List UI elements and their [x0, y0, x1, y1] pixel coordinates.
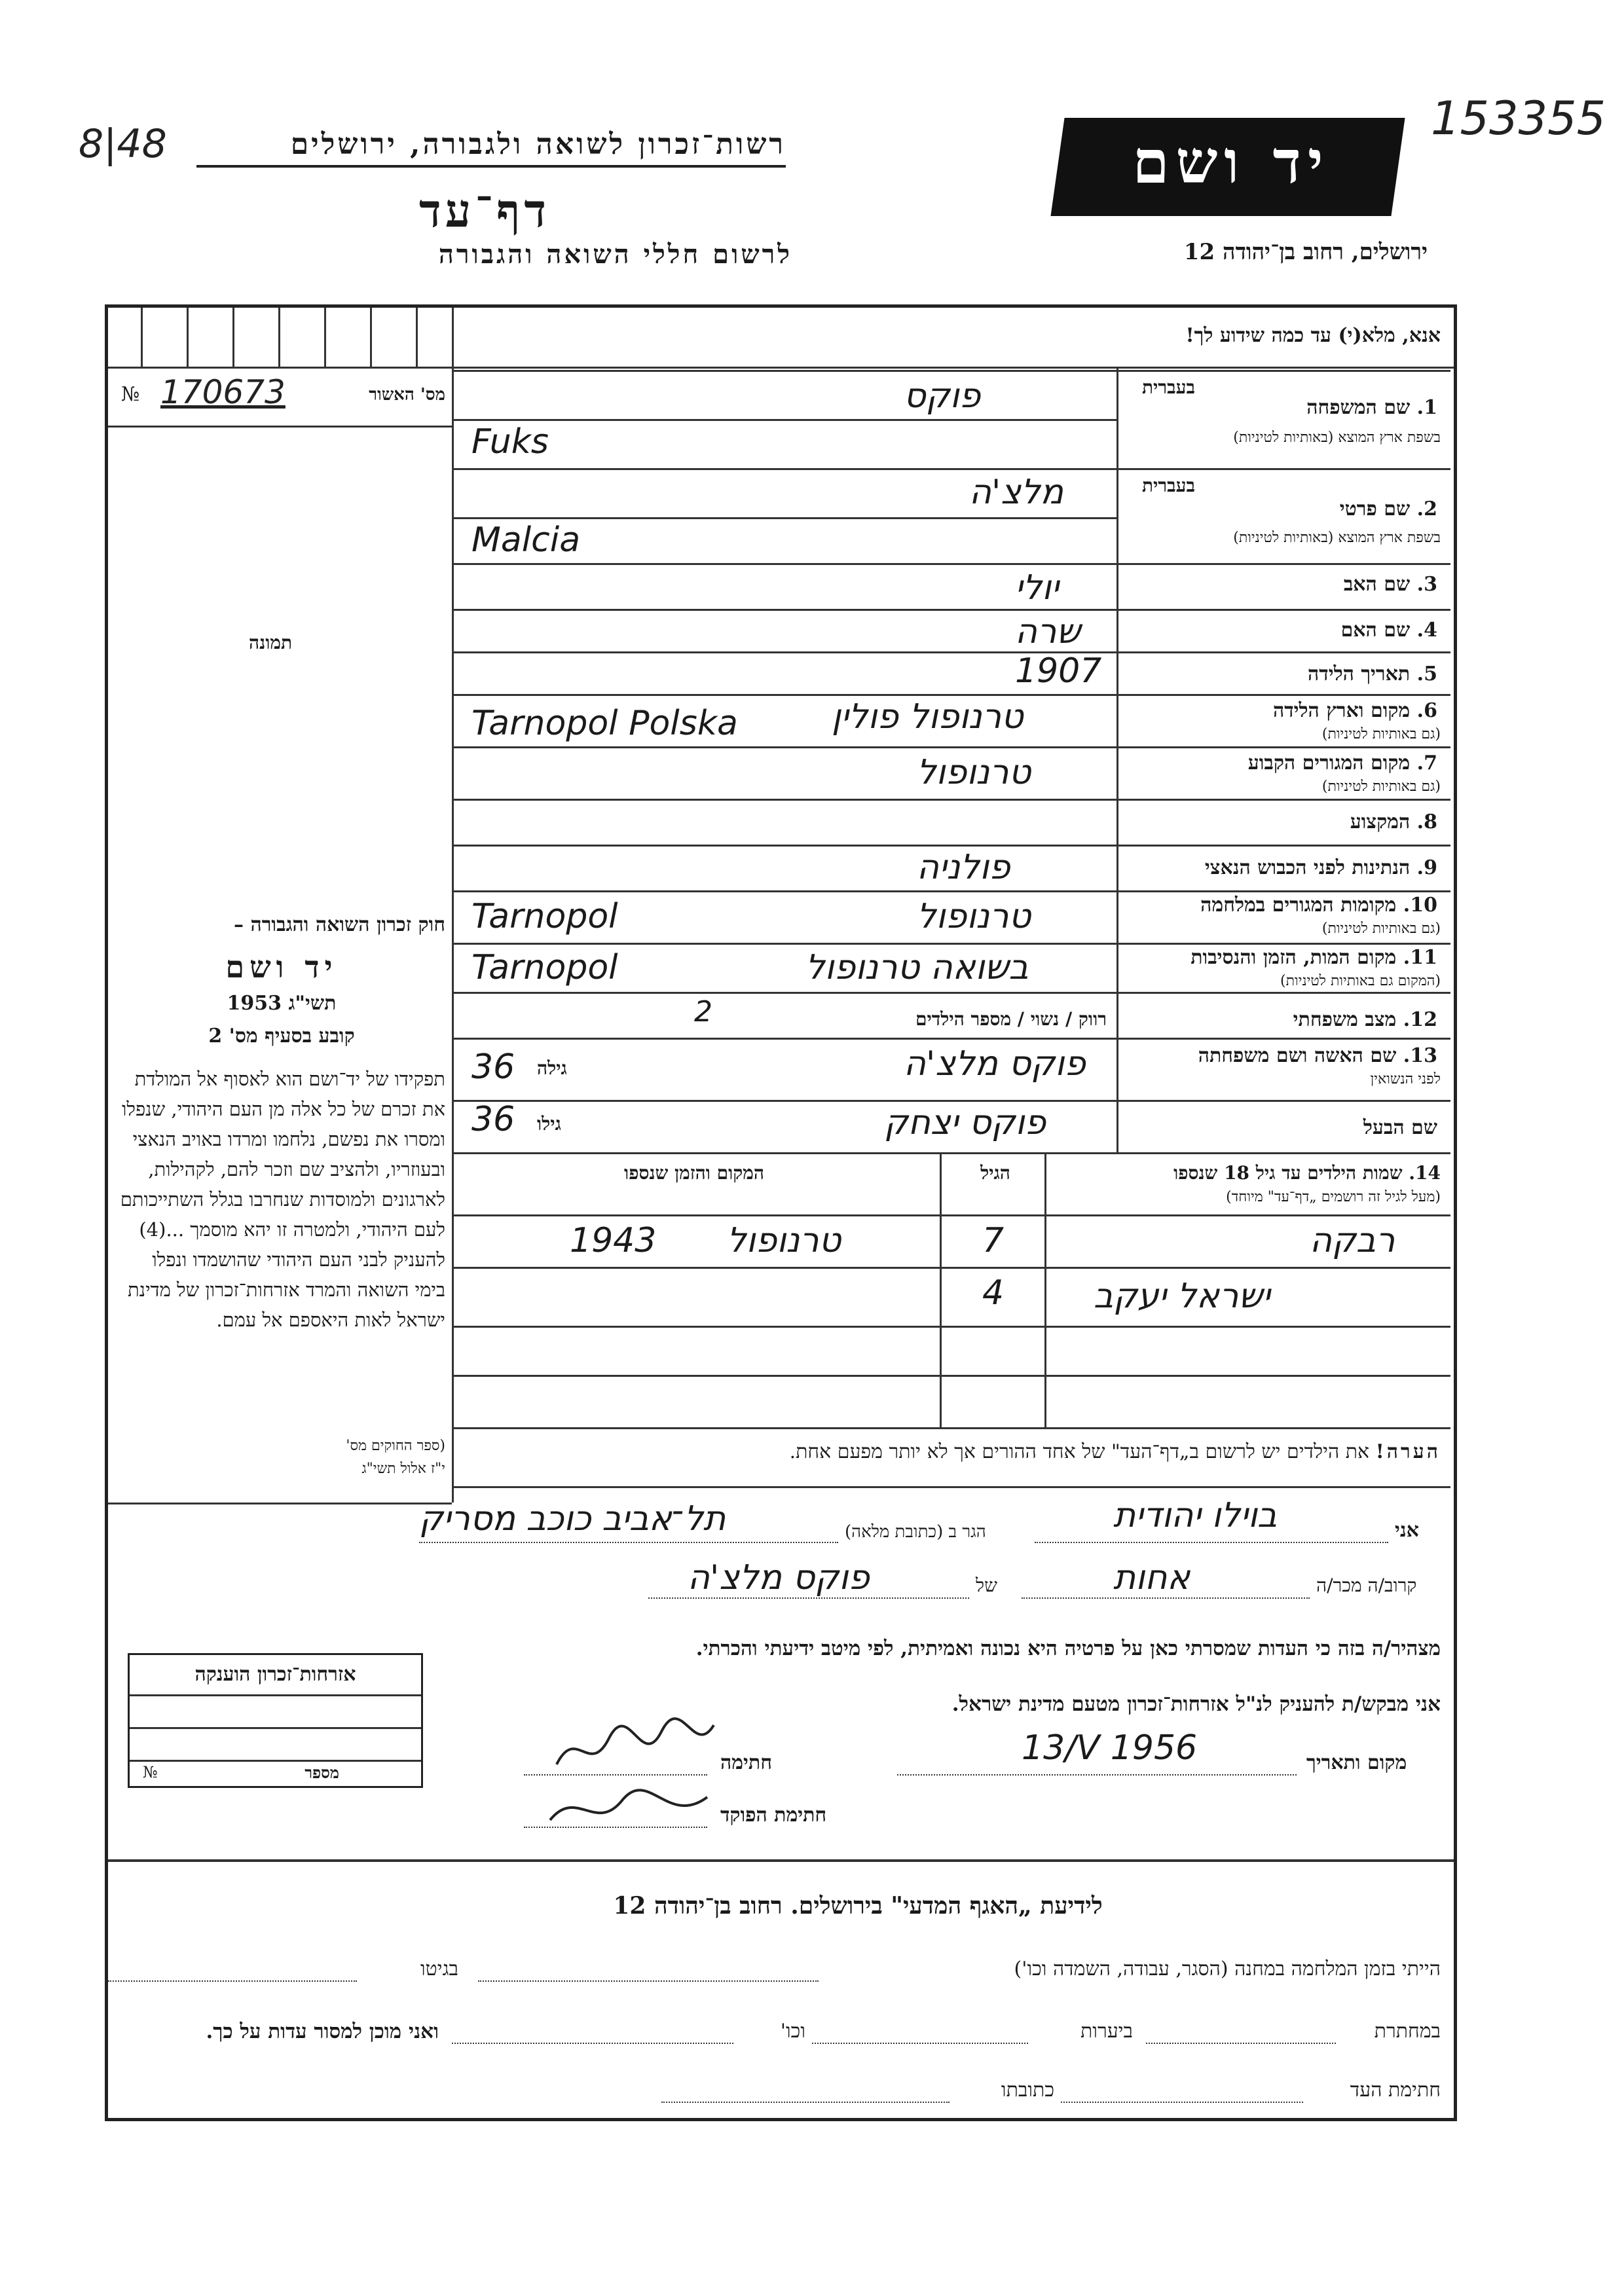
field-6-label: 6. מקום וארץ הלידה — [1272, 699, 1437, 722]
law-footnote-1: (ספר החוקים מס' — [346, 1438, 445, 1454]
law-footnote-2: י"ז אלול תשי"ג — [361, 1461, 445, 1477]
wife-age: 36 — [471, 1048, 515, 1087]
child-2-age: 4 — [982, 1273, 1005, 1313]
decl-relative: קרוב/ה מכר/ה — [1316, 1575, 1417, 1596]
logo-text: יד ושם — [1132, 128, 1330, 197]
citizenship-box-title: אזרחות־זכרון הוענקה — [194, 1663, 356, 1686]
archive-line-2-blank — [1146, 2043, 1336, 2044]
archive-line-3-blank-2 — [661, 2102, 950, 2103]
form-instruction: אנא, מלא(י) עד כמה שידוע לך! — [1185, 324, 1441, 347]
field-1-label: 1. שם המשפחה — [1306, 396, 1437, 419]
decl-relation: אחות — [1113, 1558, 1190, 1597]
approval-number: 170673 — [160, 373, 286, 411]
row-rule — [452, 845, 1450, 847]
husband-label: שם הבעל — [1363, 1116, 1437, 1139]
children-sub: (מעל לגיל זה רושמים „דף־עד" מיוחד) — [1226, 1189, 1441, 1205]
field-1-value-latin: Fuks — [471, 422, 549, 462]
field-9-value: פולניה — [917, 848, 1010, 887]
row-rule — [452, 517, 1116, 519]
decl-residing: הגר ב (כתובת מלאה) — [845, 1522, 986, 1542]
law-line-4: קובע בסעיף מס' 2 — [208, 1025, 355, 1048]
field-13-value: פוקס מלצ'ה — [904, 1044, 1086, 1084]
row-rule — [452, 419, 1116, 421]
field-3-value: יולי — [1015, 568, 1059, 608]
field-4-label: 4. שם האם — [1340, 619, 1437, 642]
husband-age: 36 — [471, 1100, 515, 1139]
row-rule — [452, 799, 1450, 801]
archive-line-1-blank — [478, 1980, 819, 1982]
field-10-value-hebrew: טרנופול — [917, 897, 1031, 936]
archive-line-3a: חתימת העד — [1350, 2079, 1441, 2102]
form-title: דף־עד — [419, 183, 551, 238]
decl-request: אני מבקש/ת להעניק לנ"ל אזרחות־זכרון מטעם מדינת ישראל. — [951, 1692, 1441, 1716]
children-col-place: המקום והזמן שנספו — [624, 1162, 764, 1184]
field-4-value: שרה — [1015, 612, 1081, 651]
officer-signature — [544, 1781, 714, 1840]
children-col-age: הגיל — [980, 1162, 1010, 1184]
archive-number: 153355 — [1431, 92, 1606, 145]
field-11-label: 11. מקום המות, הזמן והנסיבות — [1190, 946, 1437, 969]
decl-of: של — [976, 1575, 997, 1596]
citizenship-box-rule — [130, 1727, 421, 1729]
margin-note: 8|48 — [79, 121, 167, 167]
law-line-2: יד ושם — [225, 949, 338, 985]
law-line-3: תשי"ג 1953 — [227, 992, 337, 1015]
row-rule — [452, 651, 1450, 653]
husband-value: פוקס יצחק — [884, 1103, 1046, 1142]
archive-line-2-blank-3 — [452, 2043, 733, 2044]
field-7-value: טרנופול — [917, 753, 1031, 792]
row-rule — [452, 609, 1450, 611]
field-6-value-latin: Tarnopol Polska — [471, 704, 738, 743]
field-7-sub: (גם באותיות לטיניות) — [1321, 778, 1441, 795]
field-10-sub: (גם באותיות לטיניות) — [1321, 920, 1441, 937]
child-2-name: ישראל יעקב — [1094, 1277, 1270, 1316]
decl-of-name: פוקס מלצ'ה — [688, 1558, 870, 1597]
decl-relation-line — [1022, 1597, 1310, 1599]
row-rule — [452, 890, 1450, 892]
approval-rule — [108, 426, 452, 428]
row-rule — [452, 1100, 1450, 1102]
children-col-divider — [1044, 1152, 1046, 1427]
place-date-label: מקום ותאריך — [1306, 1751, 1407, 1774]
decl-of-line — [648, 1597, 969, 1599]
children-col-divider — [940, 1152, 942, 1427]
children-note: הערה! את הילדים יש לרשום ב„דף־העד" של אחד ההורים אך לא יותר מפעם אחת. — [789, 1440, 1441, 1463]
field-5-label: 5. תאריך הלידה — [1308, 663, 1437, 685]
field-2-value-hebrew: מלצ'ה — [969, 473, 1063, 512]
field-12-options: רווק / נשוי / מספר הילדים — [915, 1008, 1107, 1030]
row-rule — [452, 746, 1450, 748]
children-header-rule — [452, 1214, 1450, 1216]
archive-line-1a: הייתי בזמן המלחמה במחנה (הסגר, עבודה, השמדה וכו') — [1014, 1958, 1441, 1980]
field-12-label: 12. מצב משפחתי — [1293, 1008, 1437, 1031]
field-10-label: 10. מקומות המגורים במלחמה — [1200, 894, 1437, 917]
row-rule — [452, 468, 1450, 470]
archive-line-2a: במחתרת — [1374, 2020, 1441, 2043]
left-column-bottom — [108, 1503, 452, 1504]
archive-title: לידיעת „האגף המדעי" בירושלים. רחוב בן־יהודה 12 — [613, 1892, 1103, 1920]
date-value: 13/V 1956 — [1022, 1728, 1198, 1768]
decl-witness-name: בוילו יהודית — [1113, 1496, 1278, 1535]
archive-line-1-blank-2 — [108, 1980, 357, 1982]
field-11-value-hebrew: בשואה טרנופול — [805, 948, 1029, 987]
field-1-sub: בשפת ארץ המוצא (באותיות לטיניות) — [1233, 429, 1441, 446]
archive-line-2d: ואני מוכן למסור עדות על כך. — [206, 2020, 439, 2043]
date-line — [897, 1774, 1297, 1776]
decl-ani: אני — [1395, 1519, 1419, 1542]
child-1-place: טרנופול — [727, 1221, 841, 1260]
left-column-divider — [452, 308, 454, 1503]
top-rule — [108, 367, 1454, 369]
field-2-hebrew-tag: בעברית — [1141, 475, 1195, 496]
approval-label: מס' האשור — [369, 385, 445, 405]
label-column-divider — [1116, 367, 1118, 1152]
archive-line-2b: ביערות — [1080, 2020, 1133, 2043]
archive-line-3-blank — [1061, 2102, 1303, 2103]
archive-line-3b: כתובתו — [1001, 2079, 1054, 2102]
photo-label: תמונה — [249, 632, 293, 653]
field-8-label: 8. המקצוע — [1350, 811, 1437, 833]
field-13-sub: לפני הנשואין — [1370, 1071, 1441, 1087]
field-12-value: 2 — [694, 995, 712, 1029]
witness-signature — [550, 1712, 720, 1784]
row-rule — [452, 943, 1450, 945]
children-row-rule — [452, 1375, 1450, 1377]
archive-line-1b: בגיטו — [420, 1958, 458, 1980]
archive-separator — [108, 1859, 1454, 1862]
field-1-value-hebrew: פוקס — [904, 376, 981, 416]
header-address: ירושלים, רחוב בן־יהודה 12 — [1183, 239, 1428, 265]
child-1-year: 1943 — [570, 1221, 657, 1260]
signature-label: חתימה — [720, 1751, 772, 1774]
children-row-rule — [452, 1326, 1450, 1328]
approval-boxes — [108, 308, 452, 367]
citizenship-box — [128, 1653, 423, 1788]
children-label: 14. שמות הילדים עד גיל 18 שנספו — [1173, 1162, 1441, 1184]
citizenship-box-rule — [130, 1694, 421, 1696]
decl-address: תל־אביב כוכב מסריק — [419, 1499, 726, 1539]
row-rule — [452, 1152, 1450, 1154]
citizenship-number-prefix: № — [143, 1763, 158, 1781]
field-2-sub: בשפת ארץ המוצא (באותיות לטיניות) — [1233, 530, 1441, 546]
row-rule — [452, 563, 1450, 565]
field-11-value-latin: Tarnopol — [471, 948, 618, 987]
husband-age-label: גילו — [537, 1113, 561, 1135]
law-line-1: חוק זכרון השואה והגבורה – — [234, 913, 445, 936]
officer-signature-label: חתימת הפוקד — [720, 1804, 827, 1827]
field-2-value-latin: Malcia — [471, 520, 581, 560]
child-1-age: 7 — [982, 1221, 1005, 1260]
row-rule — [452, 370, 1450, 372]
archive-line-2-blank-2 — [812, 2043, 1028, 2044]
child-1-name: רבקה — [1310, 1221, 1395, 1260]
approval-prefix: № — [121, 383, 140, 406]
row-rule — [452, 694, 1450, 696]
note-rule — [452, 1486, 1450, 1488]
archive-line-2c: וכו' — [780, 2020, 805, 2043]
citizenship-box-rule — [130, 1760, 421, 1762]
decl-address-line — [419, 1542, 838, 1543]
authority-name: רשות־זכרון לשואה ולגבורה, ירושלים — [196, 128, 786, 168]
field-11-sub: (המקום גם באותיות לטיניות) — [1280, 973, 1441, 989]
row-rule — [452, 1038, 1450, 1040]
decl-name-line — [1035, 1542, 1388, 1543]
field-10-value-latin: Tarnopol — [471, 897, 618, 936]
decl-statement: מצהיר/ה בזה כי העדות שמסרתי כאן על פרטיה היא נכונה ואמיתית, לפי מיטב ידיעתי והכרתי. — [695, 1637, 1441, 1660]
field-9-label: 9. הנתינות לפני הכבוש הנאצי — [1204, 856, 1437, 879]
citizenship-number-label: מספר — [304, 1763, 339, 1782]
children-row-rule — [452, 1427, 1450, 1429]
field-3-label: 3. שם האב — [1343, 573, 1437, 596]
children-row-rule — [452, 1267, 1450, 1269]
field-6-value-hebrew: טרנופול פולין — [832, 697, 1024, 737]
law-body: תפקידו של יד־ושם הוא לאסוף אל המולדת את זכרם של כל אלה מן העם היהודי, שנפלו ומסרו את נפשם, נלחמו ומרדו באויב הנאצי ובעוזריו, ולהציב שם וזכר להם, לקהילות, לארגונים ולמוסדות שנחרבו בגלל השתייכותם לעם היהודי, ולמטרה זו יהא מוסמך ...(4) להעניק לבני העם היהודי שהושמדו ונפלו בימי השואה והמרד אזרחות־זכרון של מדינת ישראל לאות היאספם אל עמם. — [120, 1068, 445, 1331]
field-1-hebrew-tag: בעברית — [1141, 376, 1195, 398]
wife-age-label: גילה — [537, 1057, 567, 1079]
row-rule — [452, 992, 1450, 994]
field-2-label: 2. שם פרטי — [1339, 498, 1437, 520]
field-5-value: 1907 — [1015, 651, 1102, 691]
form-subtitle: לרשום חללי השואה והגבורה — [438, 239, 792, 270]
field-13-label: 13. שם האשה ושם משפחתה — [1198, 1044, 1437, 1067]
field-7-label: 7. מקום המגורים הקבוע — [1247, 752, 1437, 774]
field-6-sub: (גם באותיות לטיניות) — [1321, 726, 1441, 742]
